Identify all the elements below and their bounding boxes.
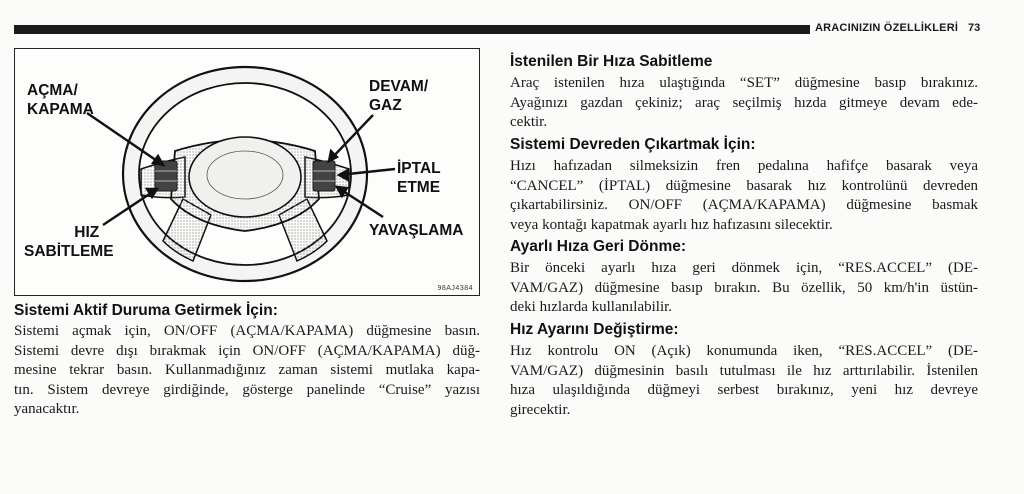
callout-devam-gaz: DEVAM/ GAZ bbox=[369, 78, 429, 114]
text-line: deki hızlarda kullanılabilir. bbox=[510, 299, 673, 315]
section-heading-set-speed: İstenilen Bir Hıza Sabitleme bbox=[510, 53, 713, 70]
hub-center-pad bbox=[189, 137, 301, 217]
running-header: ARACINIZIN ÖZELLİKLERİ bbox=[815, 22, 959, 34]
text-line: Bir önceki ayarlı hıza geri dönmek için, “RES.ACCEL” (DE- bbox=[510, 260, 978, 276]
callout-on-off: AÇMA/ KAPAMA bbox=[27, 82, 94, 118]
text-line: veya kontağı kapatmak ayarlı hız hafızasını silecektir. bbox=[510, 216, 833, 233]
section-paragraph-resume bbox=[510, 259, 978, 318]
left-heading: Sistemi Aktif Duruma Getirmek İçin: bbox=[14, 302, 278, 319]
text-line: cektir. bbox=[510, 114, 548, 130]
text-line: “CANCEL” (İPTAL) düğmesine basarak hız kontrolünü devreden bbox=[510, 177, 978, 194]
text-line: Ayağınızı gazdan çekiniz; araç seçilmiş hızda gitmeye devam ede- bbox=[510, 94, 978, 111]
text-line: Sistemi açmak için, ON/OFF (AÇMA/KAPAMA) düğmesine basın. bbox=[14, 323, 480, 339]
figure-code: 98AJ4384 bbox=[437, 285, 473, 292]
steering-wheel-figure bbox=[14, 48, 480, 296]
text-line: çıkartabilirsiniz. ON/OFF (AÇMA/KAPAMA) düğmesine basmak bbox=[510, 197, 978, 213]
text-line: yanacaktır. bbox=[14, 401, 80, 417]
text-line: VAM/GAZ) düğmesine basıp bırakın. Bu özellik, 50 km/h'in üstün- bbox=[510, 279, 978, 296]
section-paragraph-change-speed bbox=[510, 342, 978, 420]
text-line: VAM/GAZ) düğmesinin basılı tutulması ile hız arttırılabilir. İstenilen bbox=[510, 362, 978, 379]
callout-yavaslama: YAVAŞLAMA bbox=[369, 222, 464, 239]
text-line: Araç istenilen hıza ulaştığında “SET” düğmesine basıp bırakınız. bbox=[510, 75, 978, 91]
callout-hiz-sabitleme: HIZ SABİTLEME bbox=[24, 224, 114, 260]
section-paragraph-cancel bbox=[510, 157, 978, 235]
text-line: Sistemi devre dışı bırakmak için ON/OFF (AÇMA/KAPAMA) düğ- bbox=[14, 342, 480, 359]
section-heading-resume: Ayarlı Hıza Geri Dönme: bbox=[510, 238, 687, 255]
text-line: Hızı hafızadan silmeksizin fren pedalına hafifçe basarak veya bbox=[510, 158, 978, 174]
left-paragraph bbox=[14, 322, 480, 420]
text-line: girecektir. bbox=[510, 401, 571, 418]
page-number: 73 bbox=[968, 22, 981, 34]
text-line: mesine tekrar basın. Kullanmadığınız zaman sistemi mutlaka kapa- bbox=[14, 362, 480, 378]
text-line: Hız kontrolu ON (Açık) konumunda iken, “RES.ACCEL” (DE- bbox=[510, 343, 978, 359]
text-line: hıza ulaşıldığında düğmeyi serbest bırakınız, yeni hız devreye bbox=[510, 382, 978, 398]
header-rule bbox=[14, 25, 810, 34]
callout-iptal-etme: İPTAL ETME bbox=[397, 160, 441, 196]
section-heading-change-speed: Hız Ayarını Değiştirme: bbox=[510, 321, 679, 338]
right-switch-cluster bbox=[313, 161, 335, 191]
section-heading-cancel: Sistemi Devreden Çıkartmak İçin: bbox=[510, 136, 756, 153]
left-switch-cluster bbox=[155, 161, 177, 191]
text-line: tın. Sistem devreye girdiğinde, gösterge panelinde “Cruise” yazısı bbox=[14, 381, 480, 398]
section-paragraph-set-speed bbox=[510, 74, 978, 133]
